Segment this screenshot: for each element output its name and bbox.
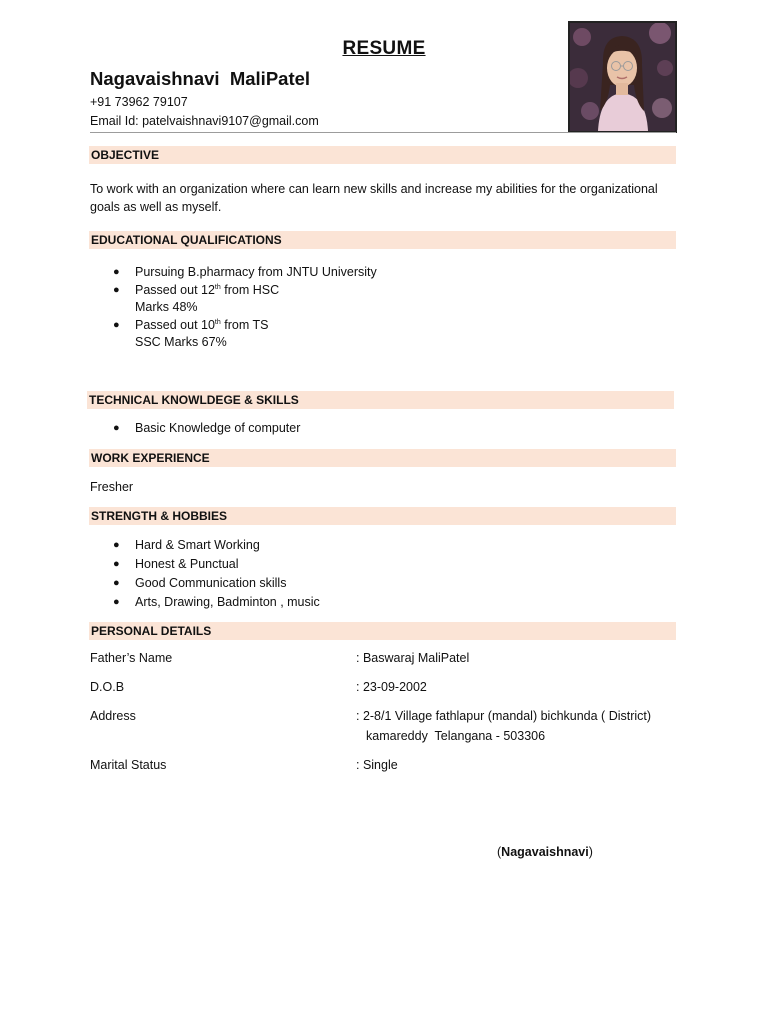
strength-item-text: Hard & Smart Working: [135, 538, 260, 552]
ordinal-suffix: th: [214, 283, 221, 291]
signature-close-paren: ): [588, 845, 593, 859]
personal-value-address-line2: kamareddy Telangana - 503306: [366, 729, 546, 743]
strength-item-text: Good Communication skills: [135, 576, 287, 590]
bullet-icon: ●: [113, 539, 120, 551]
section-heading-skills: TECHNICAL KNOWLDEGE & SKILLS: [87, 391, 674, 409]
personal-value-dob: : 23-09-2002: [356, 680, 427, 694]
strength-item-text: Arts, Drawing, Badminton , music: [135, 595, 320, 609]
personal-label-dob: D.O.B: [90, 680, 125, 694]
email-address: Email Id: patelvaishnavi9107@gmail.com: [90, 114, 319, 128]
resume-title: RESUME: [342, 38, 426, 59]
education-item-text: Passed out 10: [135, 317, 215, 332]
bullet-icon: ●: [113, 558, 120, 570]
section-heading-strengths: STRENGTH & HOBBIES: [89, 507, 676, 525]
personal-label-father: Father’s Name: [90, 651, 173, 665]
section-heading-personal: PERSONAL DETAILS: [89, 622, 676, 640]
strength-item-text: Honest & Punctual: [135, 557, 239, 571]
list-item: [90, 593, 680, 612]
list-item: [90, 264, 680, 282]
list-item: [90, 555, 680, 574]
education-item-text: Passed out 12: [135, 282, 215, 297]
personal-value-address: : 2-8/1 Village fathlapur (mandal) bichkunda ( District): [356, 709, 652, 723]
bullet-icon: ●: [113, 266, 120, 278]
header-divider: [90, 132, 676, 133]
education-item-text: from TS: [220, 317, 269, 332]
bullet-icon: ●: [113, 283, 120, 296]
bullet-icon: ●: [113, 577, 120, 589]
education-item-text: from HSC: [220, 282, 280, 297]
bullet-icon: ●: [113, 422, 120, 434]
objective-text: To work with an organization where can learn new skills and increase my abilities for the organizational goals as well as myself.: [90, 182, 658, 214]
list-item: [90, 282, 680, 317]
education-list: [90, 264, 680, 352]
strengths-list: [90, 536, 680, 612]
bullet-icon: ●: [113, 596, 120, 608]
section-heading-work: WORK EXPERIENCE: [89, 449, 676, 467]
phone-number: +91 73962 79107: [90, 95, 188, 109]
education-item-detail: SSC Marks 67%: [135, 335, 227, 349]
list-item: [90, 420, 680, 438]
candidate-name: Nagavaishnavi MaliPatel: [90, 68, 311, 89]
signature: [497, 845, 593, 859]
personal-value-marital: : Single: [356, 758, 398, 772]
section-heading-objective: OBJECTIVE: [89, 146, 676, 164]
education-item-detail: Marks 48%: [135, 300, 198, 314]
list-item: [90, 317, 680, 352]
personal-label-marital: Marital Status: [90, 758, 167, 772]
signature-name: Nagavaishnavi: [501, 845, 589, 859]
section-heading-education: EDUCATIONAL QUALIFICATIONS: [89, 231, 676, 249]
skills-list: [90, 420, 680, 438]
skill-item-text: Basic Knowledge of computer: [135, 421, 301, 435]
personal-label-address: Address: [90, 709, 136, 723]
bullet-icon: ●: [113, 318, 120, 331]
signature-open-paren: (: [497, 845, 502, 859]
education-item-text: Pursuing B.pharmacy from JNTU University: [135, 265, 377, 279]
personal-value-father: : Baswaraj MaliPatel: [356, 651, 470, 665]
portrait-illustration: [570, 23, 675, 131]
list-item: [90, 536, 680, 555]
work-experience-text: Fresher: [90, 480, 134, 494]
ordinal-suffix: th: [214, 318, 221, 326]
profile-photo: [568, 21, 677, 133]
list-item: [90, 574, 680, 593]
